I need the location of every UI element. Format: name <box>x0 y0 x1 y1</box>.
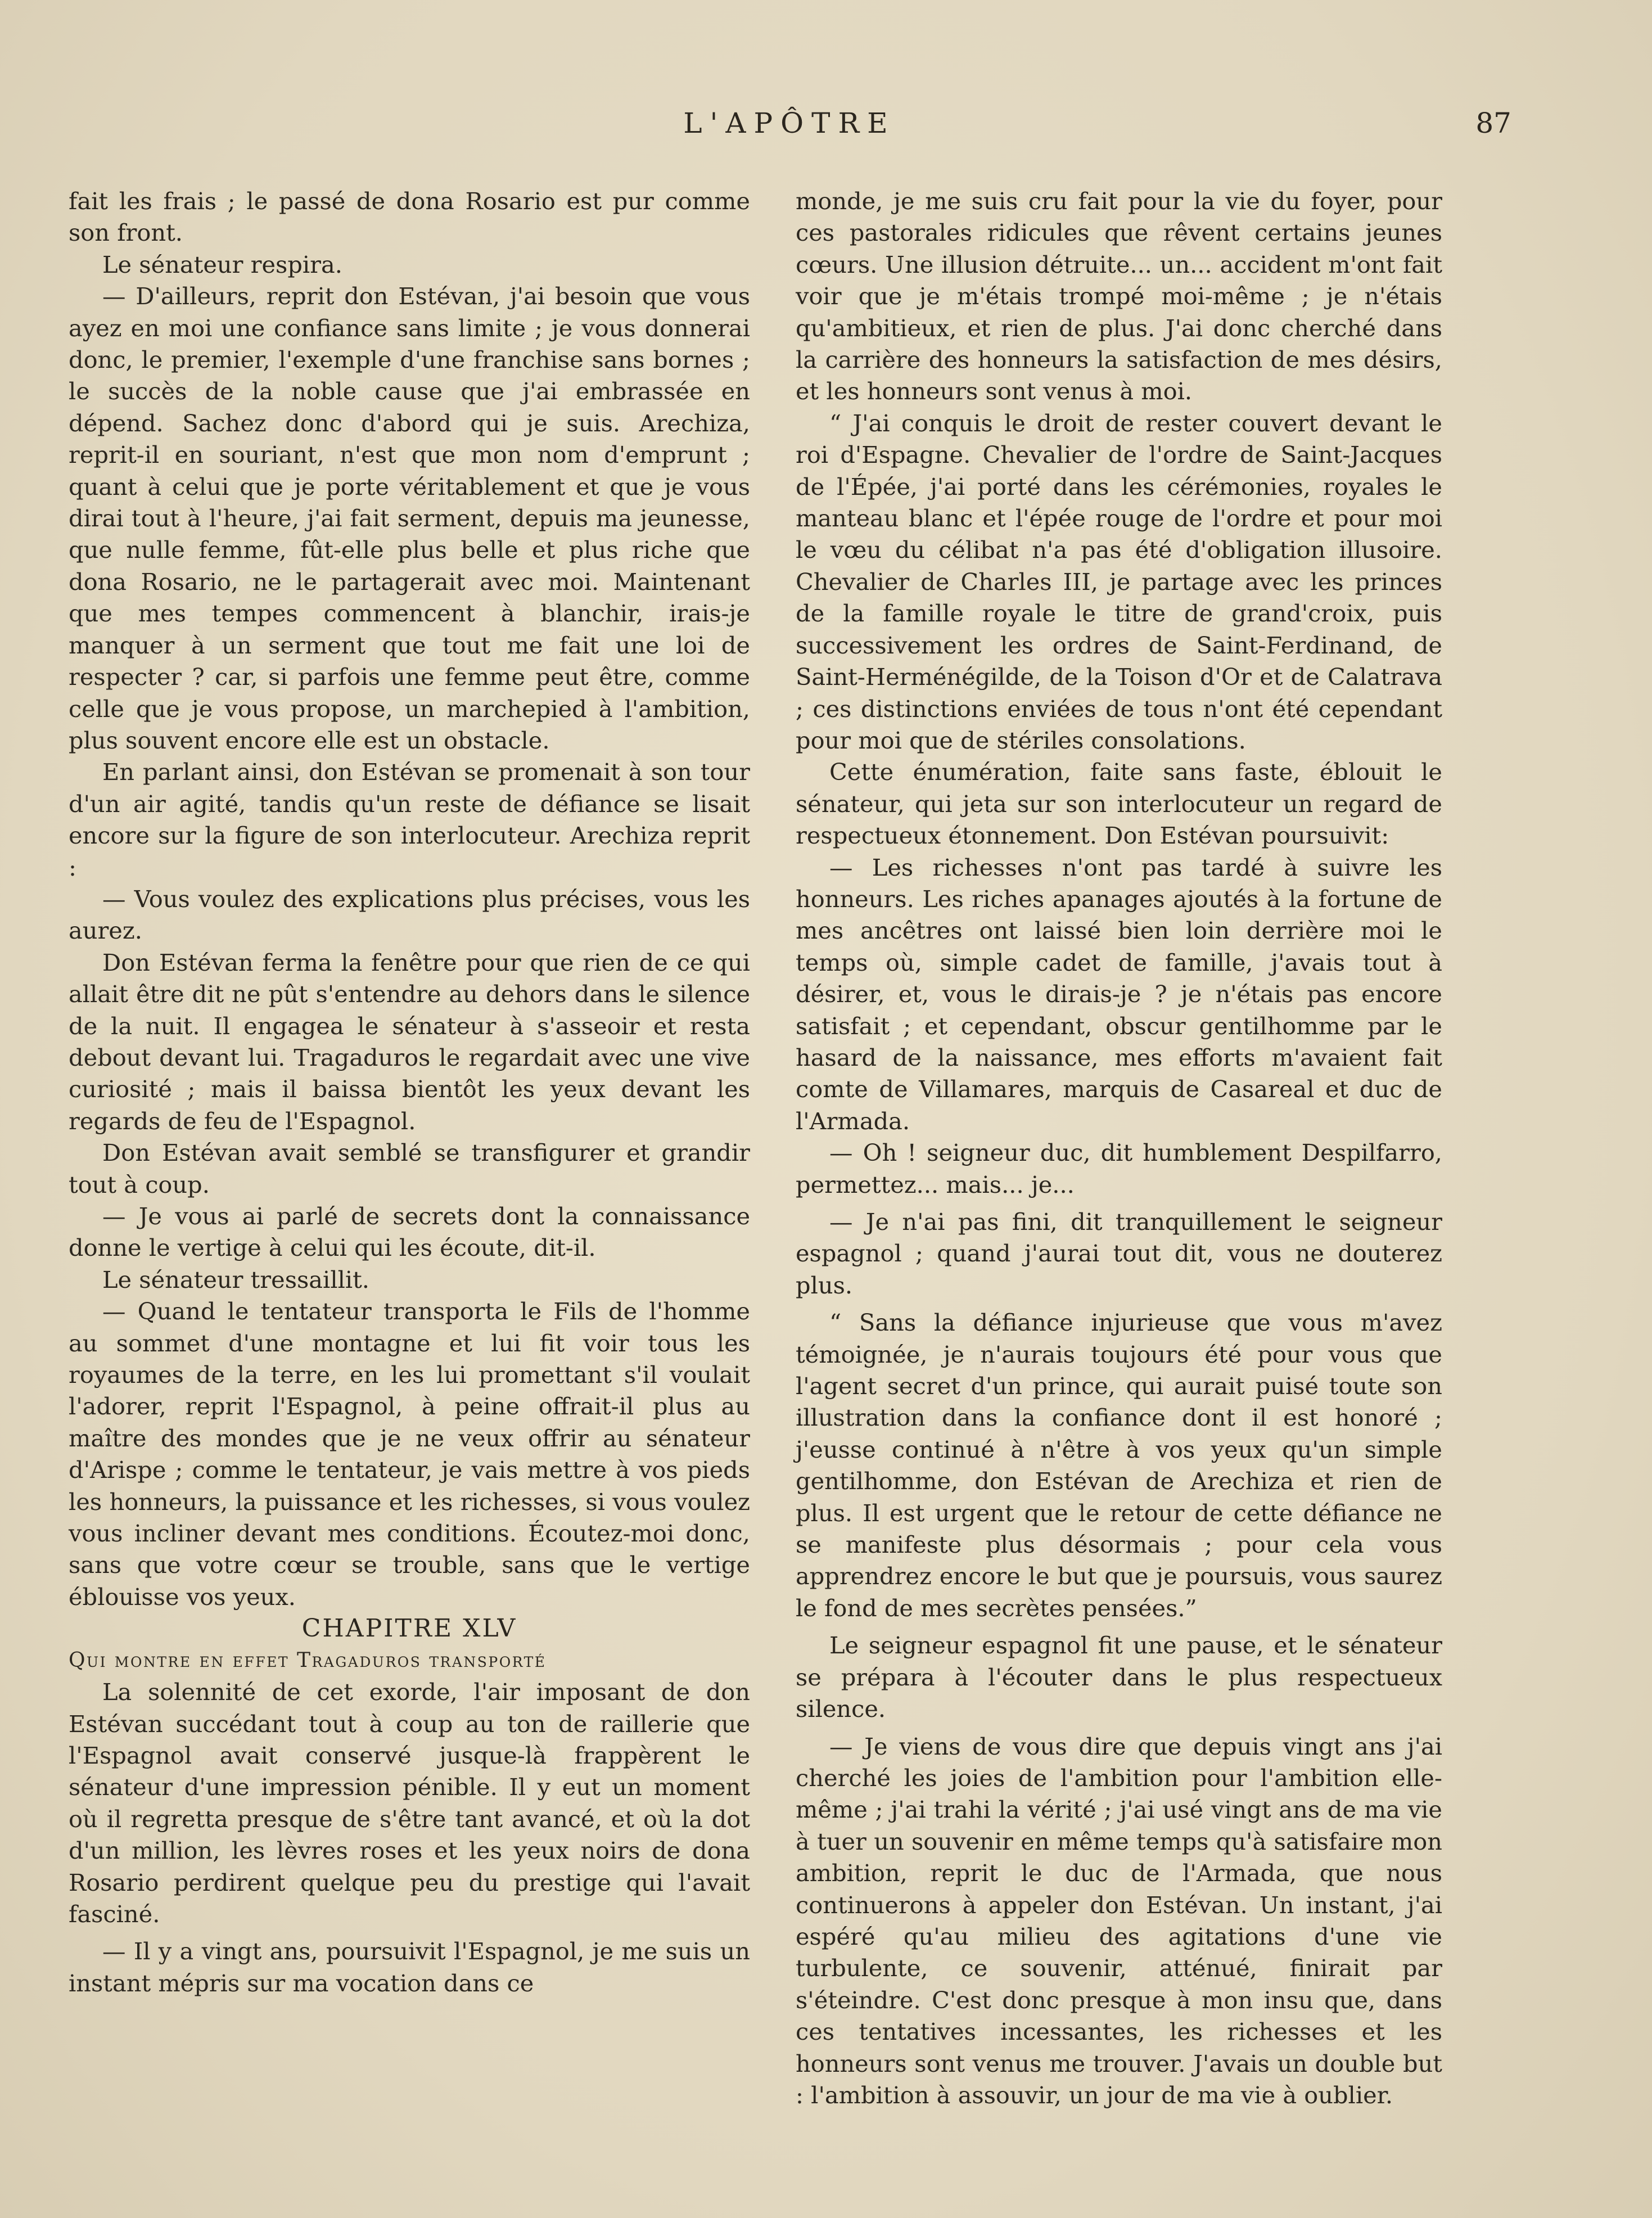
paragraph: fait les frais ; le passé de dona Rosario est pur comme son front. <box>69 187 750 247</box>
paragraph: “ Sans la défiance injurieuse que vous m'avez témoignée, je n'aurais toujours été pour vous que l'agent secret d'un prince, qui aurait puisé toute son illustration dans la confiance dont il est honoré ; j'eusse continué à n'être à vos yeux qu'un simple gentilhomme, don Estévan de Arechiza et rien de plus. Il est urgent que le retour de cette défiance ne se manifeste plus désormais ; pour cela vous apprendrez encore le but que je poursuis, vous saurez le fond de mes secrètes pensées.” <box>796 1309 1442 1622</box>
paragraph: — Les richesses n'ont pas tardé à suivre les honneurs. Les riches apanages ajoutés à la fortune de mes ancêtres ont laissé bien loin derrière moi le temps où, simple cadet de famille, j'avais tout à désirer, et, vous le dirais-je ? je n'étais pas encore satisfait ; et cependant, obscur gentilhomme par le hasard de la naissance, mes efforts m'avaient fait comte de Villamares, marquis de Casareal et duc de l'Armada. <box>796 853 1442 1135</box>
paragraph: — Quand le tentateur transporta le Fils de l'homme au sommet d'une montagne et lui fit voir tous les royaumes de la terre, en les lui promettant s'il voulait l'adorer, reprit l'Espagnol, à peine offrait-il plus au maître des mondes que je ne veux offrir au sénateur d'Arispe ; comme le tentateur, je vais mettre à vos pieds les honneurs, la puissance et les richesses, si vous voulez vous incliner devant mes conditions. Écoutez-moi donc, sans que votre cœur se trouble, sans que le vertige éblouisse vos yeux. <box>69 1297 750 1611</box>
running-title: L'APÔTRE <box>683 107 896 139</box>
page-number: 87 <box>1475 107 1511 139</box>
paragraph: Don Estévan avait semblé se transfigurer et grandir tout à coup. <box>69 1139 750 1198</box>
right-column <box>796 186 1442 2111</box>
paragraph: Cette énumération, faite sans faste, éblouit le sénateur, qui jeta sur son interlocuteur un regard de respectueux étonnement. Don Estévan poursuivit: <box>796 758 1442 850</box>
paragraph: En parlant ainsi, don Estévan se promenait à son tour d'un air agité, tandis qu'un reste de défiance se lisait encore sur la figure de son interlocuteur. Arechiza reprit : <box>69 758 750 881</box>
paragraph: — Il y a vingt ans, poursuivit l'Espagnol, je me suis un instant mépris sur ma vocation dans ce <box>69 1937 750 1997</box>
paragraph: — Je n'ai pas fini, dit tranquillement le seigneur espagnol ; quand j'aurai tout dit, vous ne douterez plus. <box>796 1208 1442 1299</box>
paragraph: — D'ailleurs, reprit don Estévan, j'ai besoin que vous ayez en moi une confiance sans limite ; je vous donnerai donc, le premier, l'exemple d'une franchise sans bornes ; le succès de la noble cause que j'ai embrassée en dépend. Sachez donc d'abord qui je suis. Arechiza, reprit-il en souriant, n'est que mon nom d'emprunt ; quant à celui que je porte véritablement et que je vous dirai tout à l'heure, j'ai fait serment, depuis ma jeunesse, que nulle femme, fût-elle plus belle et plus riche que dona Rosario, ne le partagerait avec moi. Maintenant que mes tempes commencent à blanchir, irais-je manquer à un serment que tout me fait une loi de respecter ? car, si parfois une femme peut être, comme celle que je vous propose, un marchepied à l'ambition, plus souvent encore elle est un obstacle. <box>69 282 750 754</box>
paragraph: — Oh ! seigneur duc, dit humblement Despilfarro, permettez... mais... je... <box>796 1139 1442 1198</box>
left-column <box>69 186 750 1999</box>
paragraph: Don Estévan ferma la fenêtre pour que rien de ce qui allait être dit ne pût s'entendre au dehors dans le silence de la nuit. Il engagea le sénateur à s'asseoir et resta debout devant lui. Tragaduros le regardait avec une vive curiosité ; mais il baissa bientôt les yeux devant les regards de feu de l'Espagnol. <box>69 948 750 1135</box>
paragraph: “ J'ai conquis le droit de rester couvert devant le roi d'Espagne. Chevalier de l'ordre de Saint-Jacques de l'Épée, j'ai porté dans les cérémonies, royales le manteau blanc et l'épée rouge de l'ordre et pour moi le vœu du célibat n'a pas été d'obligation illusoire. Chevalier de Charles III, je partage avec les princes de la famille royale le titre de grand'croix, puis successivement les ordres de Saint-Ferdinand, de Saint-Herménégilde, de la Toison d'Or et de Calatrava ; ces distinctions enviées de tous n'ont été cependant pour moi que de stériles consolations. <box>796 409 1442 754</box>
paragraph: — Je viens de vous dire que depuis vingt ans j'ai cherché les joies de l'ambition pour l'ambition elle-même ; j'ai trahi la vérité ; j'ai usé vingt ans de ma vie à tuer un souvenir en même temps qu'à satisfaire mon ambition, reprit le duc de l'Armada, que nous continuerons à appeler don Estévan. Un instant, j'ai espéré qu'au milieu des agitations d'une vie turbulente, ce souvenir, atténué, finirait par s'éteindre. C'est donc presque à mon insu que, dans ces tentatives incessantes, les richesses et les honneurs sont venus me trouver. J'avais un double but : l'ambition à assouvir, un jour de ma vie à oublier. <box>796 1732 1442 2109</box>
paragraph: — Vous voulez des explications plus précises, vous les aurez. <box>69 885 750 945</box>
paragraph: monde, je me suis cru fait pour la vie du foyer, pour ces pastorales ridicules que rêvent certains jeunes cœurs. Une illusion détruite... un... accident m'ont fait voir que je m'étais trompé moi-même ; je n'étais qu'ambitieux, et rien de plus. J'ai donc cherché dans la carrière des honneurs la satisfaction de mes désirs, et les honneurs sont venus à moi. <box>796 187 1442 405</box>
paragraph: Le sénateur tressaillit. <box>102 1265 370 1293</box>
paragraph: — Je vous ai parlé de secrets dont la connaissance donne le vertige à celui qui les écoute, dit-il. <box>69 1202 750 1262</box>
chapter-subtitle: Qui montre en effet Tragaduros transporté <box>69 1648 547 1672</box>
paragraph: Le sénateur respira. <box>102 250 342 278</box>
paragraph: Le seigneur espagnol fit une pause, et le sénateur se prépara à l'écouter dans le plus respectueux silence. <box>796 1631 1442 1723</box>
chapter-title: CHAPITRE XLV <box>301 1614 517 1643</box>
paragraph: La solennité de cet exorde, l'air imposant de don Estévan succédant tout à coup au ton de raillerie que l'Espagnol avait conservé jusque-là frappèrent le sénateur d'une impression pénible. Il y eut un moment où il regretta presque de s'être tant avancé, et où la dot d'un million, les lèvres roses et les yeux noirs de dona Rosario perdirent quelque peu du prestige qui l'avait fasciné. <box>69 1678 750 1928</box>
page-header <box>67 107 1511 146</box>
